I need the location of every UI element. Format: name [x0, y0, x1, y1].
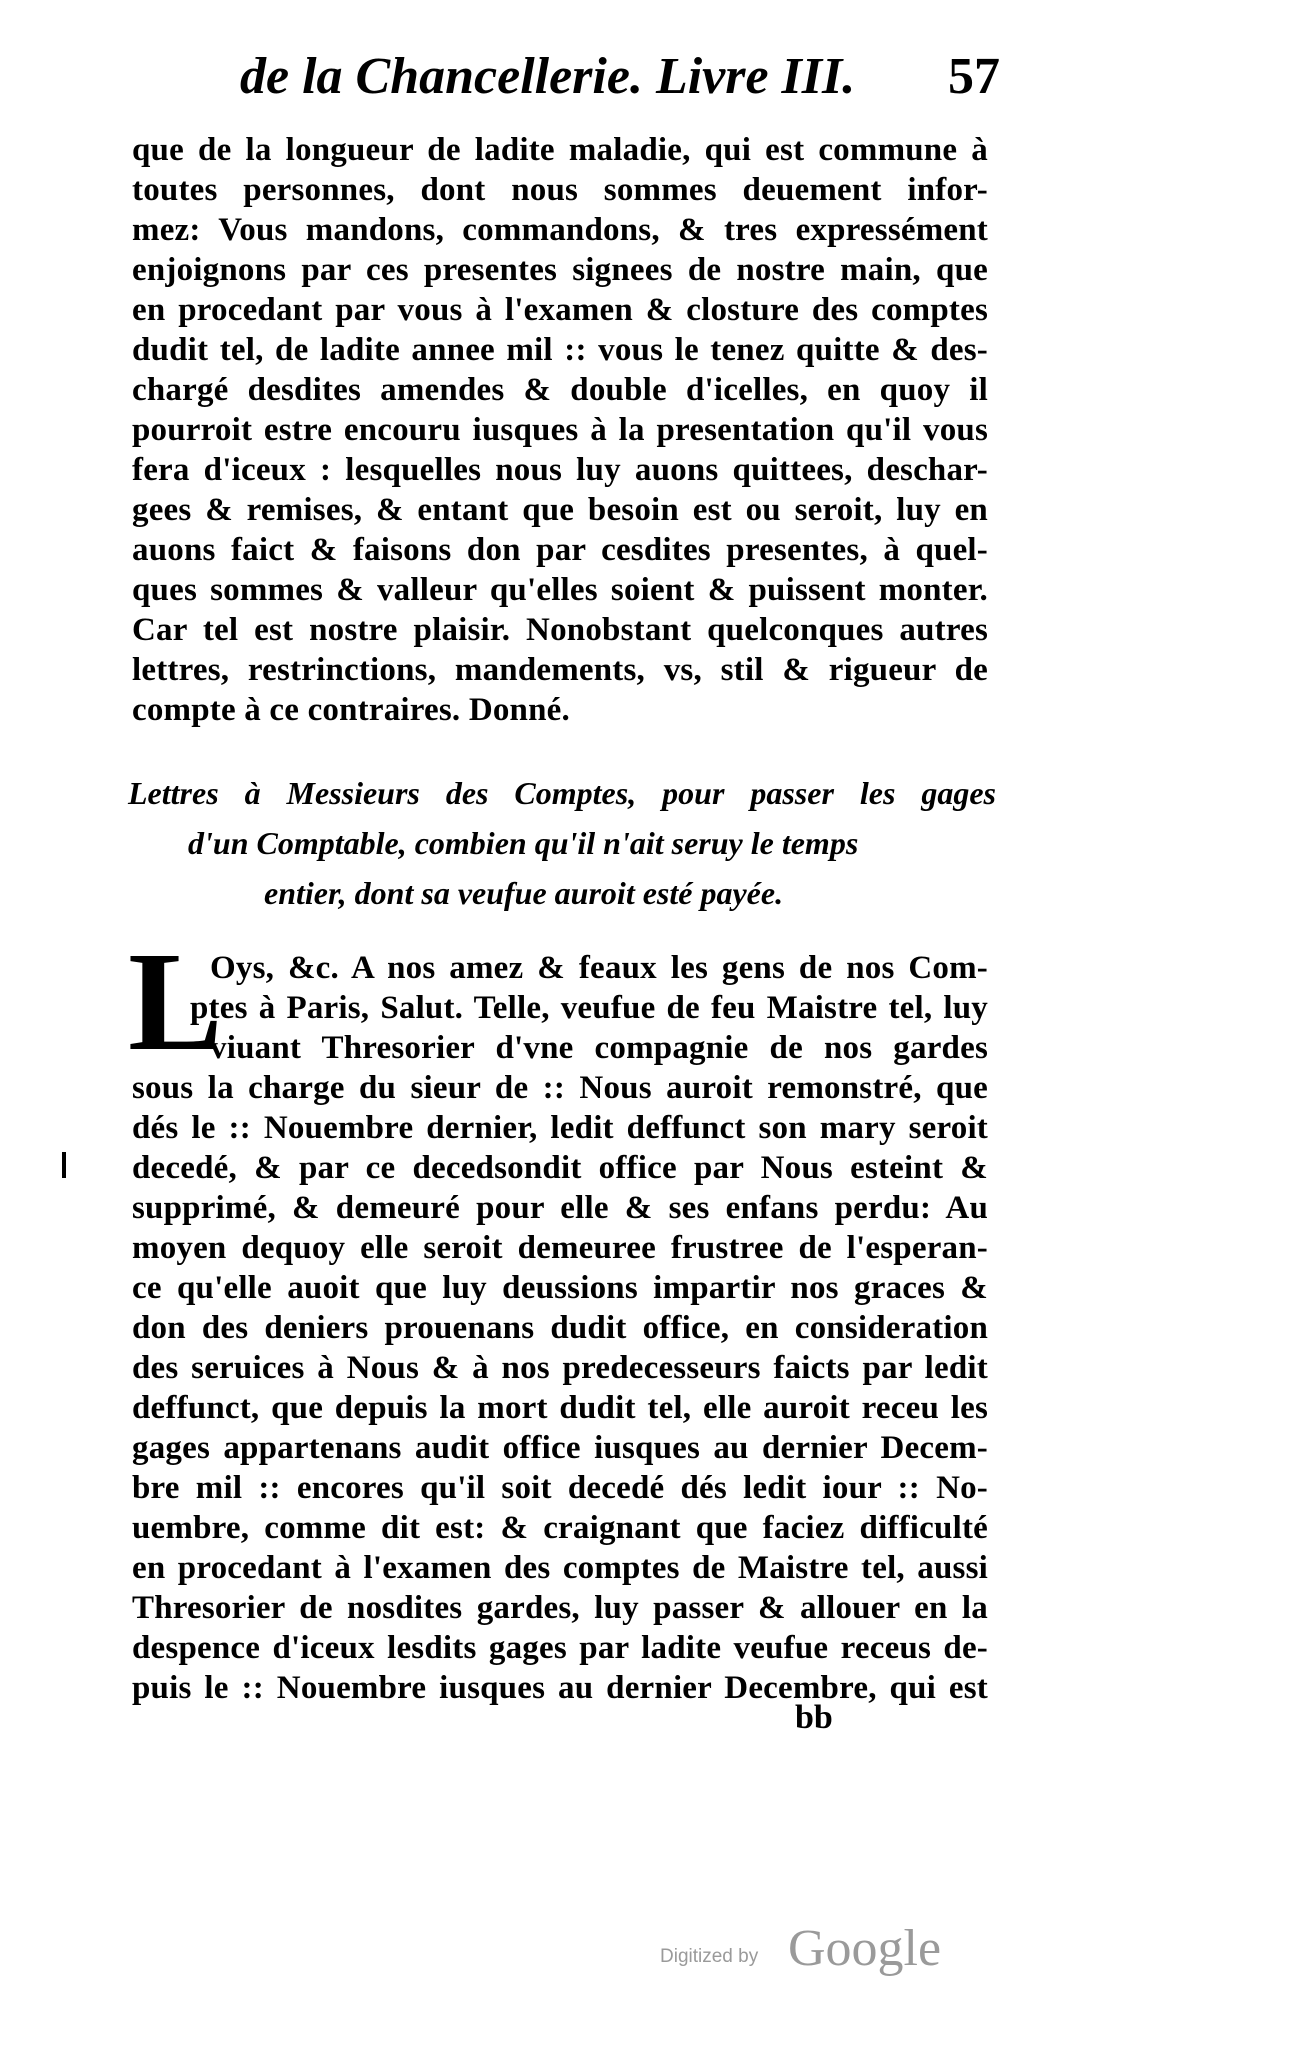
page-number: 57 — [948, 48, 1000, 105]
text-line: bre mil :: encores qu'il soit decedé dés ledit iour :: No- — [132, 1470, 988, 1506]
text-line: pourroit estre encouru iusques à la presentation qu'il vous — [132, 412, 988, 448]
text-line: ptes à Paris, Salut. Telle, veufue de feu Maistre tel, luy — [190, 990, 988, 1026]
paragraph-1 — [132, 130, 988, 730]
text-line: ce qu'elle auoit que luy deussions impartir nos graces & — [132, 1270, 988, 1306]
running-head — [240, 42, 1000, 112]
text-line: Thresorier de nosdites gardes, luy passer & allouer en la — [132, 1590, 988, 1626]
text-line: deffunct, que depuis la mort dudit tel, elle auroit receu les — [132, 1390, 988, 1426]
text-line: fera d'iceux : lesquelles nous luy auons quittees, deschar- — [132, 452, 988, 488]
section-heading — [128, 768, 996, 918]
text-line: auons faict & faisons don par cesdites presentes, à quel- — [132, 532, 988, 568]
heading-line: Lettres à Messieurs des Comptes, pour passer les gages — [128, 775, 996, 811]
text-line: gages appartenans audit office iusques au dernier Decem- — [132, 1430, 988, 1466]
paragraph-2 — [132, 948, 988, 1708]
watermark-prefix: Digitized by — [660, 1946, 759, 1967]
text-line: Oys, &c. A nos amez & feaux les gens de nos Com- — [210, 950, 988, 986]
text-line: uembre, comme dit est: & craignant que faciez difficulté — [132, 1510, 988, 1546]
text-line: en procedant par vous à l'examen & closture des comptes — [132, 292, 988, 328]
heading-line: entier, dont sa veufue auroit esté payée. — [264, 875, 784, 911]
text-line: dudit tel, de ladite annee mil :: vous le tenez quitte & des- — [132, 332, 988, 368]
text-line: enjoignons par ces presentes signees de nostre main, que — [132, 252, 988, 288]
text-line: en procedant à l'examen des comptes de Maistre tel, aussi — [132, 1550, 988, 1586]
text-line: viuant Thresorier d'vne compagnie de nos gardes — [210, 1030, 988, 1066]
digitization-watermark — [660, 1920, 990, 1980]
text-line: chargé desdites amendes & double d'icelles, en quoy il — [132, 372, 988, 408]
text-line: toutes personnes, dont nous sommes deuement infor- — [132, 172, 988, 208]
text-line: sous la charge du sieur de :: Nous auroit remonstré, que — [132, 1070, 988, 1106]
text-line: gees & remises, & entant que besoin est ou seroit, luy en — [132, 492, 988, 528]
text-line: despence d'iceux lesdits gages par ladite veufue receus de- — [132, 1630, 988, 1666]
catchword: bb — [795, 1699, 833, 1736]
text-line: que de la longueur de ladite maladie, qui est commune à — [132, 132, 988, 168]
text-line: ques sommes & valleur qu'elles soient & puissent monter. — [132, 572, 988, 608]
text-line: Car tel est nostre plaisir. Nonobstant quelconques autres — [132, 612, 988, 648]
text-line: compte à ce contraires. Donné. — [132, 692, 570, 728]
text-line: puis le :: Nouembre iusques au dernier Decembre, qui est — [132, 1670, 988, 1706]
heading-line: d'un Comptable, combien qu'il n'ait seruy le temps — [188, 825, 859, 861]
text-line: lettres, restrinctions, mandements, vs, stil & rigueur de — [132, 652, 988, 688]
drop-cap-initial: L — [128, 922, 223, 1080]
running-head-title: de la Chancellerie. Livre III. — [240, 48, 856, 105]
text-line: des seruices à Nous & à nos predecesseurs faicts par ledit — [132, 1350, 988, 1386]
text-line: supprimé, & demeuré pour elle & ses enfans perdu: Au — [132, 1190, 988, 1226]
text-line: moyen dequoy elle seroit demeuree frustree de l'esperan- — [132, 1230, 988, 1266]
margin-mark — [62, 1152, 66, 1178]
text-line: dés le :: Nouembre dernier, ledit deffunct son mary seroit — [132, 1110, 988, 1146]
text-line: mez: Vous mandons, commandons, & tres expressément — [132, 212, 988, 248]
text-line: decedé, & par ce decedsondit office par Nous esteint & — [132, 1150, 988, 1186]
google-logo: Google — [788, 1920, 942, 1977]
text-line: don des deniers prouenans dudit office, en consideration — [132, 1310, 988, 1346]
